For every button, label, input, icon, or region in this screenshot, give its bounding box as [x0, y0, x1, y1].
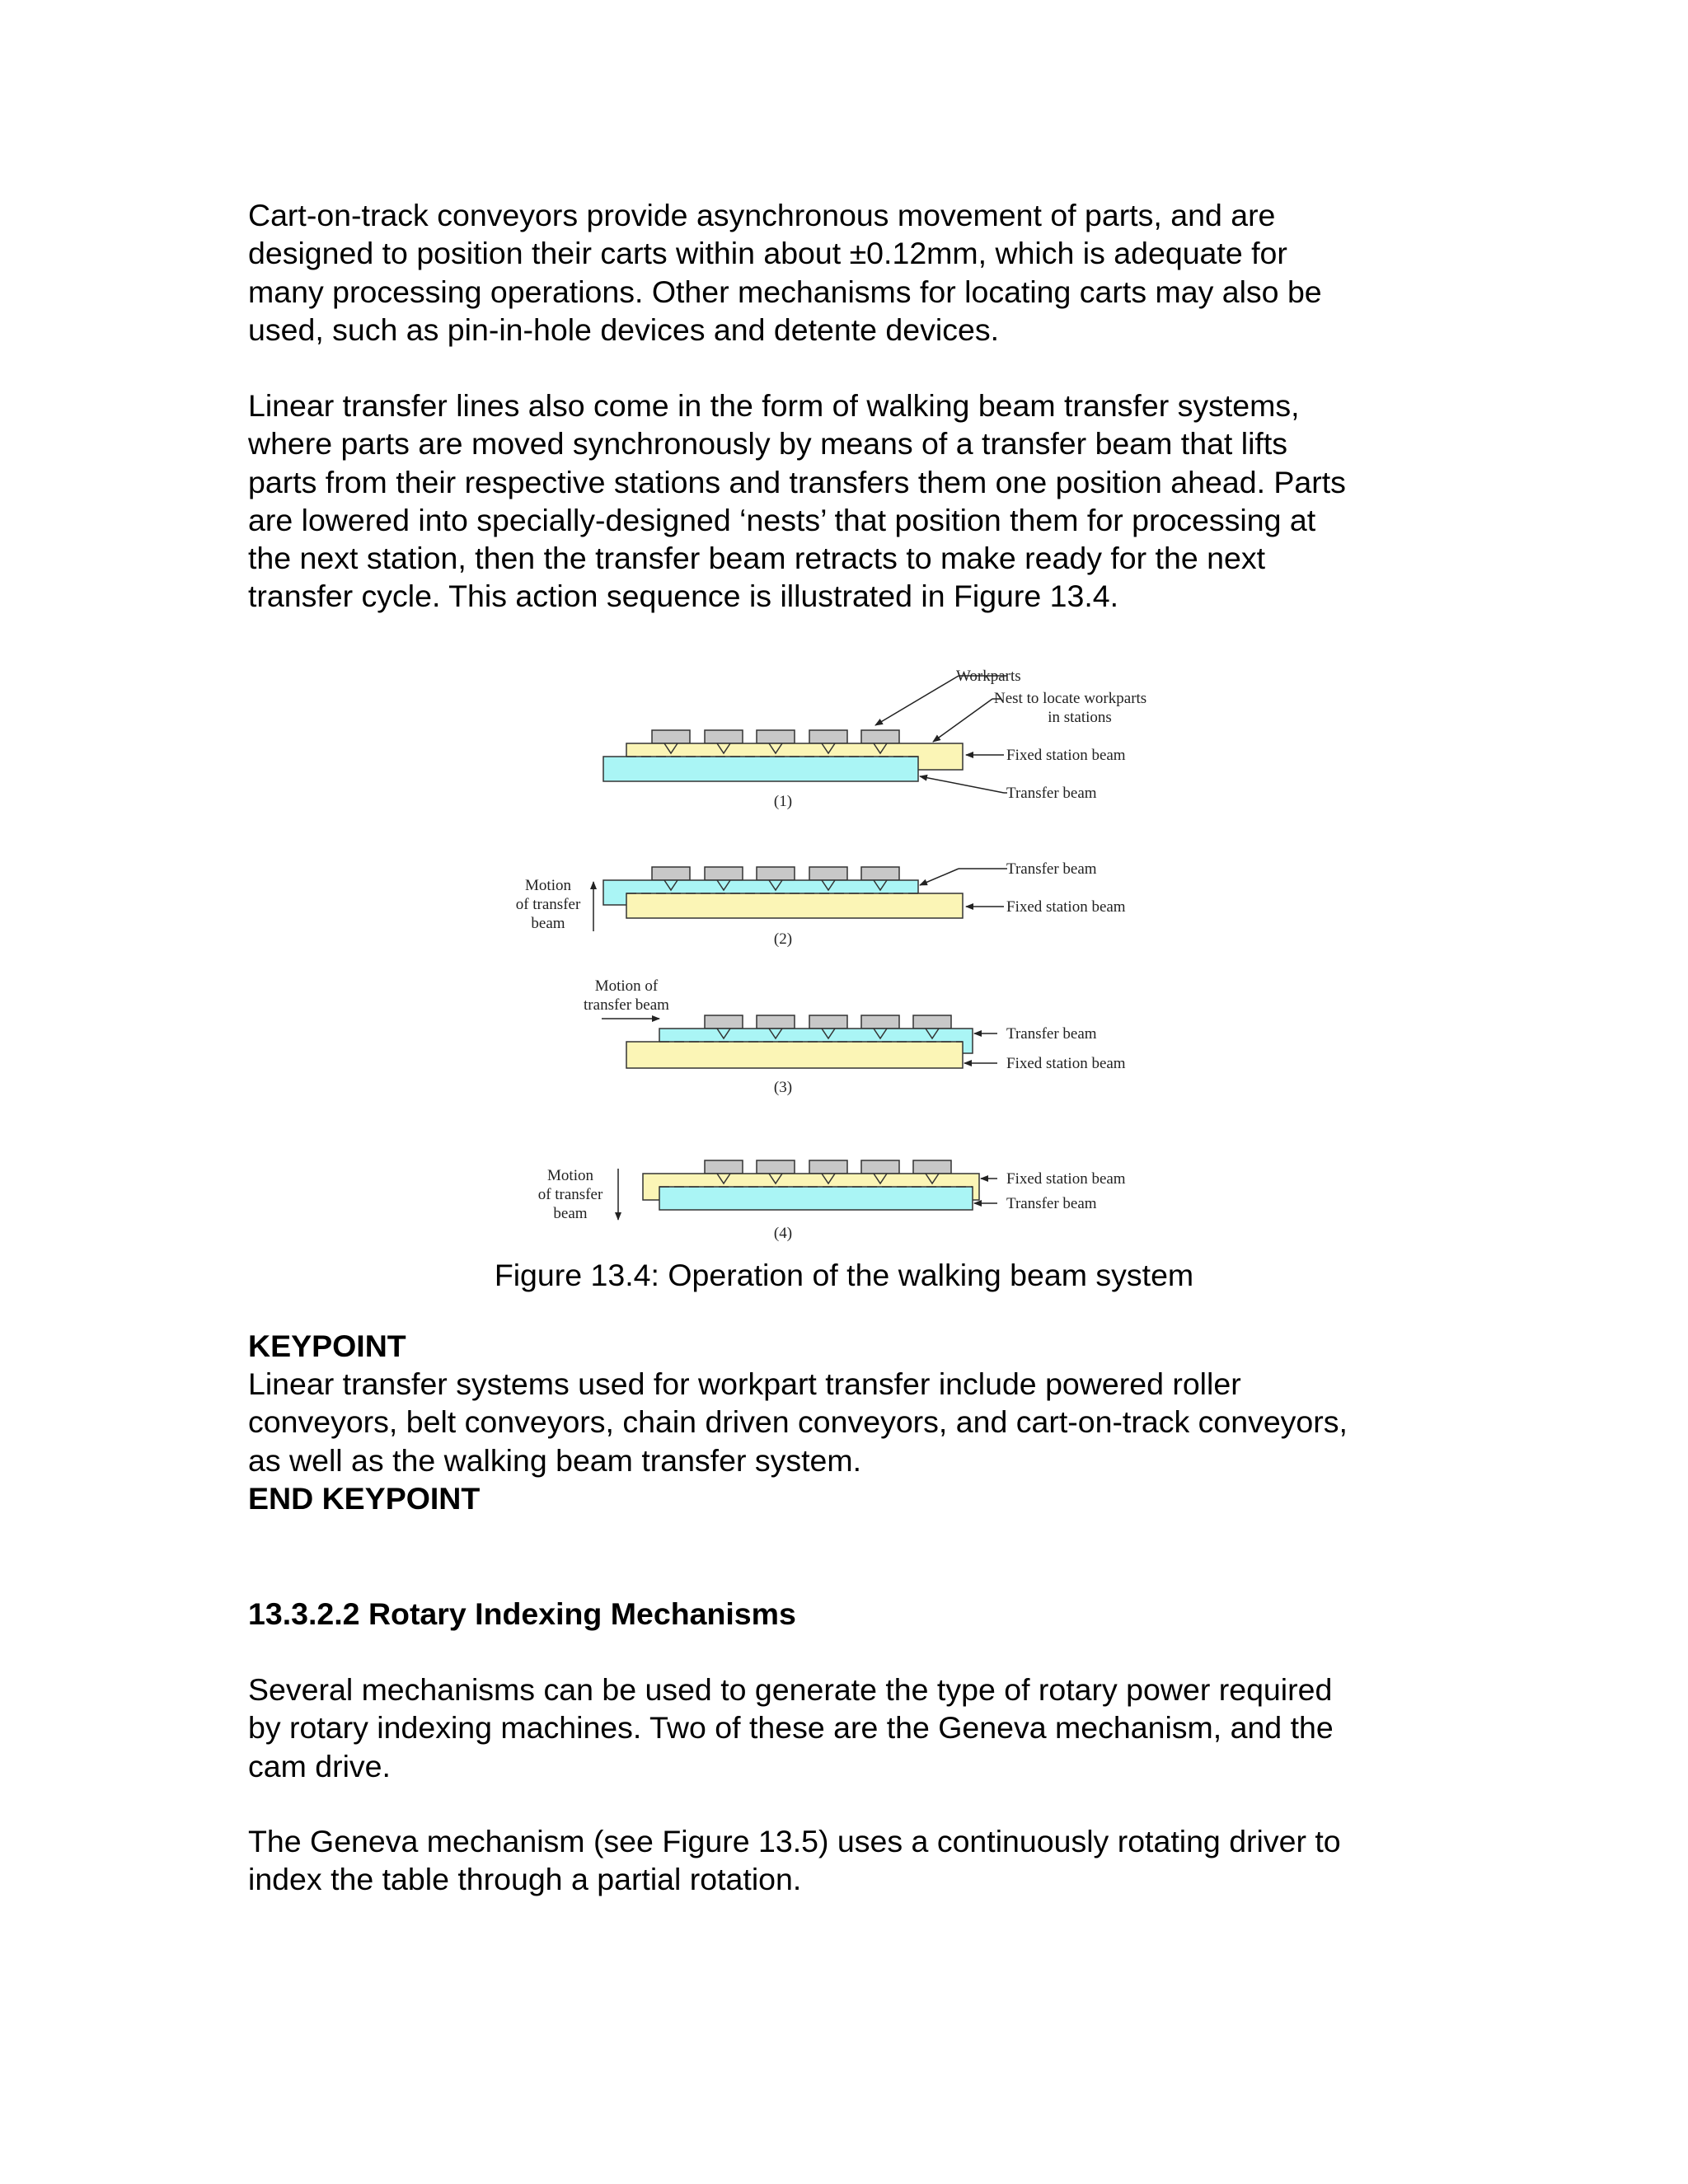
- paragraph-walking-beam: [248, 387, 1451, 616]
- workpart: [705, 867, 743, 880]
- workpart: [705, 1160, 743, 1174]
- stage-number: (4): [773, 1225, 793, 1242]
- workpart: [757, 1015, 795, 1029]
- keypoint-body: [248, 1365, 1451, 1479]
- section-heading: 13.3.2.2 Rotary Indexing Mechanisms: [248, 1596, 796, 1631]
- stage-number: (2): [773, 930, 793, 948]
- label-fixed-station-beam: Fixed station beam: [1006, 898, 1126, 916]
- text-line: are lowered into specially-designed ‘nests’ that position them for processing at: [248, 502, 1316, 537]
- label-workparts: Workparts: [956, 668, 1021, 685]
- label-motion: Motion: [547, 1167, 593, 1184]
- workpart: [757, 730, 795, 743]
- label-fixed-station-beam: Fixed station beam: [1006, 1170, 1126, 1188]
- transfer-beam: [603, 757, 918, 781]
- text-line: Linear transfer lines also come in the form of walking beam transfer systems,: [248, 388, 1300, 423]
- workpart: [809, 730, 847, 743]
- workpart: [861, 867, 899, 880]
- paragraph-rotary-power: [248, 1671, 1451, 1785]
- text-line: conveyors, belt conveyors, chain driven conveyors, and cart-on-track conveyors,: [248, 1404, 1348, 1440]
- text-line: where parts are moved synchronously by means of a transfer beam that lifts: [248, 426, 1288, 462]
- workpart: [705, 730, 743, 743]
- text-line: cam drive.: [248, 1748, 391, 1783]
- workpart: [913, 1160, 951, 1174]
- workpart: [809, 1160, 847, 1174]
- label-motion: beam: [531, 915, 565, 932]
- leader-arrow: [920, 869, 959, 885]
- text-line: designed to position their carts within about ±0.12mm, which is adequate for: [248, 236, 1287, 271]
- keypoint-title: KEYPOINT: [248, 1329, 406, 1363]
- label-fixed-station-beam: Fixed station beam: [1006, 747, 1126, 764]
- text-line: as well as the walking beam transfer system.: [248, 1442, 862, 1478]
- text-line: by rotary indexing machines. Two of these are the Geneva mechanism, and the: [248, 1710, 1334, 1746]
- text-line: Linear transfer systems used for workpart transfer include powered roller: [248, 1366, 1241, 1401]
- workpart: [809, 867, 847, 880]
- label-motion: of transfer: [537, 1186, 603, 1203]
- text-line: used, such as pin-in-hole devices and detente devices.: [248, 312, 999, 347]
- paragraph-cart-on-track: [248, 196, 1451, 349]
- leader-arrow: [920, 776, 1004, 793]
- workpart: [652, 867, 690, 880]
- stage-number: (3): [773, 1079, 793, 1096]
- workpart: [757, 867, 795, 880]
- label-motion: transfer beam: [584, 996, 669, 1014]
- text-line: many processing operations. Other mechanisms for locating carts may also be: [248, 274, 1322, 309]
- label-motion: Motion of: [594, 977, 659, 995]
- keypoint-end: END KEYPOINT: [248, 1481, 481, 1516]
- label-motion: beam: [553, 1205, 588, 1222]
- text-line: index the table through a partial rotation.: [248, 1862, 802, 1897]
- text-line: transfer cycle. This action sequence is illustrated in Figure 13.4.: [248, 579, 1119, 614]
- workpart: [861, 1015, 899, 1029]
- workpart: [913, 1015, 951, 1029]
- label-nest: in stations: [1048, 709, 1112, 726]
- walking-beam-figure: [0, 651, 1688, 1253]
- transfer-beam: [659, 1187, 973, 1210]
- label-motion: Motion: [525, 877, 571, 894]
- text-line: the next station, then the transfer beam retracts to make ready for the next: [248, 541, 1265, 576]
- workpart: [757, 1160, 795, 1174]
- stage-number: (1): [773, 793, 793, 810]
- text-line: parts from their respective stations and transfers them one position ahead. Parts: [248, 464, 1346, 499]
- figure-caption: Figure 13.4: Operation of the walking beam system: [494, 1258, 1194, 1292]
- workpart: [705, 1015, 743, 1029]
- label-motion: of transfer: [515, 896, 581, 913]
- workpart: [861, 730, 899, 743]
- label-nest: Nest to locate workparts: [994, 690, 1147, 707]
- leader-arrow: [875, 676, 959, 725]
- text-line: Several mechanisms can be used to generate the type of rotary power required: [248, 1672, 1333, 1707]
- label-transfer-beam: Transfer beam: [1006, 1195, 1097, 1212]
- workpart: [861, 1160, 899, 1174]
- leader-arrow: [933, 699, 992, 742]
- workpart: [652, 730, 690, 743]
- text-line: Cart-on-track conveyors provide asynchronous movement of parts, and are: [248, 198, 1276, 232]
- label-transfer-beam: Transfer beam: [1006, 1025, 1097, 1043]
- paragraph-geneva: [248, 1822, 1451, 1899]
- workpart: [809, 1015, 847, 1029]
- label-transfer-beam: Transfer beam: [1006, 860, 1097, 878]
- fixed-station-beam: [626, 1042, 963, 1068]
- text-line: The Geneva mechanism (see Figure 13.5) uses a continuously rotating driver to: [248, 1824, 1341, 1858]
- label-transfer-beam: Transfer beam: [1006, 785, 1097, 802]
- label-fixed-station-beam: Fixed station beam: [1006, 1055, 1126, 1072]
- fixed-station-beam: [626, 893, 963, 918]
